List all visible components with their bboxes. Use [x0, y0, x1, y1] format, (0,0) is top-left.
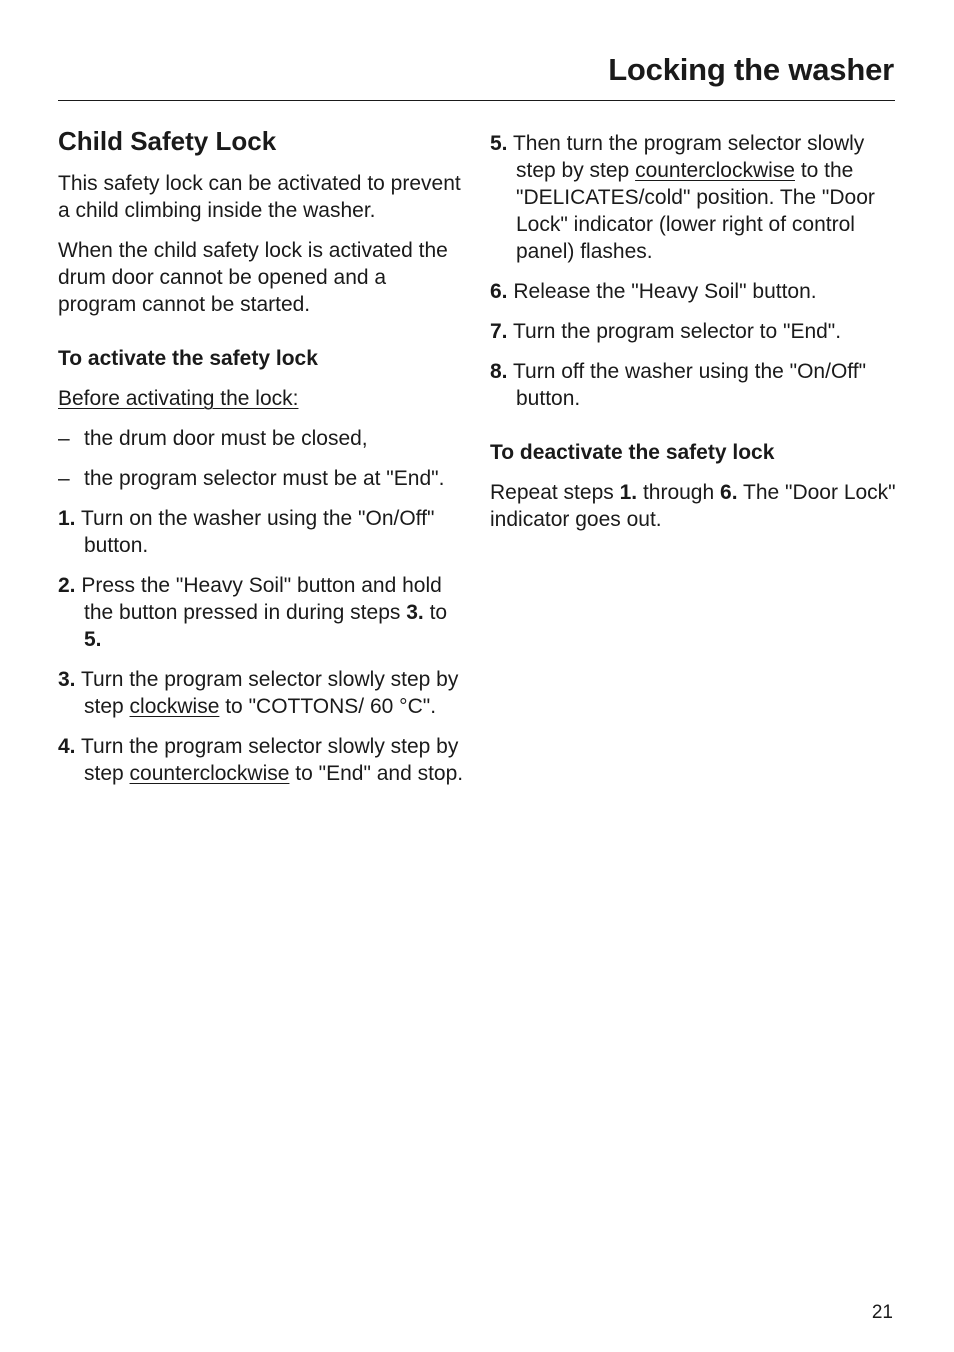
deactivate-paragraph: Repeat steps 1. through 6. The "Door Lock" indicator goes out. [490, 481, 896, 531]
step-reference: 3. [406, 601, 424, 624]
direction-text: counterclockwise [129, 762, 290, 785]
dash-marker: – [58, 427, 70, 450]
step-text: Press the "Heavy Soil" button and hold the button pressed in during steps [81, 574, 442, 624]
direction-text: clockwise [129, 695, 220, 718]
step-3 [58, 666, 468, 720]
step-number: 4. [58, 735, 76, 758]
step-7 [490, 318, 900, 345]
step-number: 1. [58, 507, 76, 530]
intro-paragraph-1: This safety lock can be activated to prevent a child climbing inside the washer. [58, 172, 461, 222]
step-4 [58, 733, 468, 787]
activate-heading: To activate the safety lock [58, 347, 318, 370]
step-number: 2. [58, 574, 76, 597]
left-column [58, 124, 468, 800]
step-text: Turn the program selector to "End". [512, 320, 842, 343]
step-1 [58, 505, 468, 559]
right-column [490, 130, 900, 546]
direction-text: counterclockwise [635, 159, 795, 182]
step-5 [490, 130, 900, 265]
step-text: Turn off the washer using the "On/Off" button. [512, 360, 867, 410]
step-number: 7. [490, 320, 508, 343]
step-number: 5. [490, 132, 508, 155]
step-text: Then turn the program selector slowly step by step [512, 132, 865, 182]
step-text: to [423, 601, 448, 624]
intro-paragraph-2: When the child safety lock is activated the drum door cannot be opened and a program cannot be started. [58, 239, 448, 316]
deactivate-heading: To deactivate the safety lock [490, 441, 775, 464]
step-text: to "End" and stop. [289, 762, 464, 785]
step-2 [58, 572, 468, 653]
title-divider [58, 100, 895, 101]
condition-text: the drum door must be closed, [84, 427, 368, 450]
step-reference: 1. [619, 481, 638, 504]
condition-item [58, 425, 468, 452]
step-text: Turn the program selector slowly step by step [80, 735, 459, 785]
step-6 [490, 278, 900, 305]
step-number: 3. [58, 668, 76, 691]
step-text: to the "DELICATES/cold" position. The "Door Lock" indicator (lower right of control panel) flashes. [516, 159, 875, 263]
condition-text: the program selector must be at "End". [84, 467, 445, 490]
step-text: Release the "Heavy Soil" button. [513, 280, 817, 303]
page-number: 21 [871, 1302, 893, 1323]
step-number: 6. [490, 280, 508, 303]
step-text: Turn the program selector slowly step by step [80, 668, 459, 718]
step-reference: 5. [84, 628, 102, 651]
before-activating-label: Before activating the lock: [58, 387, 299, 410]
step-text: Turn on the washer using the "On/Off" button. [80, 507, 435, 557]
step-8 [490, 358, 900, 412]
page-title: Locking the washer [608, 52, 894, 87]
section-title: Child Safety Lock [58, 126, 277, 156]
dash-marker: – [58, 467, 70, 490]
step-text: to "COTTONS/ 60 °C". [219, 695, 437, 718]
step-reference: 6. [720, 481, 738, 504]
step-number: 8. [490, 360, 508, 383]
condition-item [58, 465, 468, 492]
